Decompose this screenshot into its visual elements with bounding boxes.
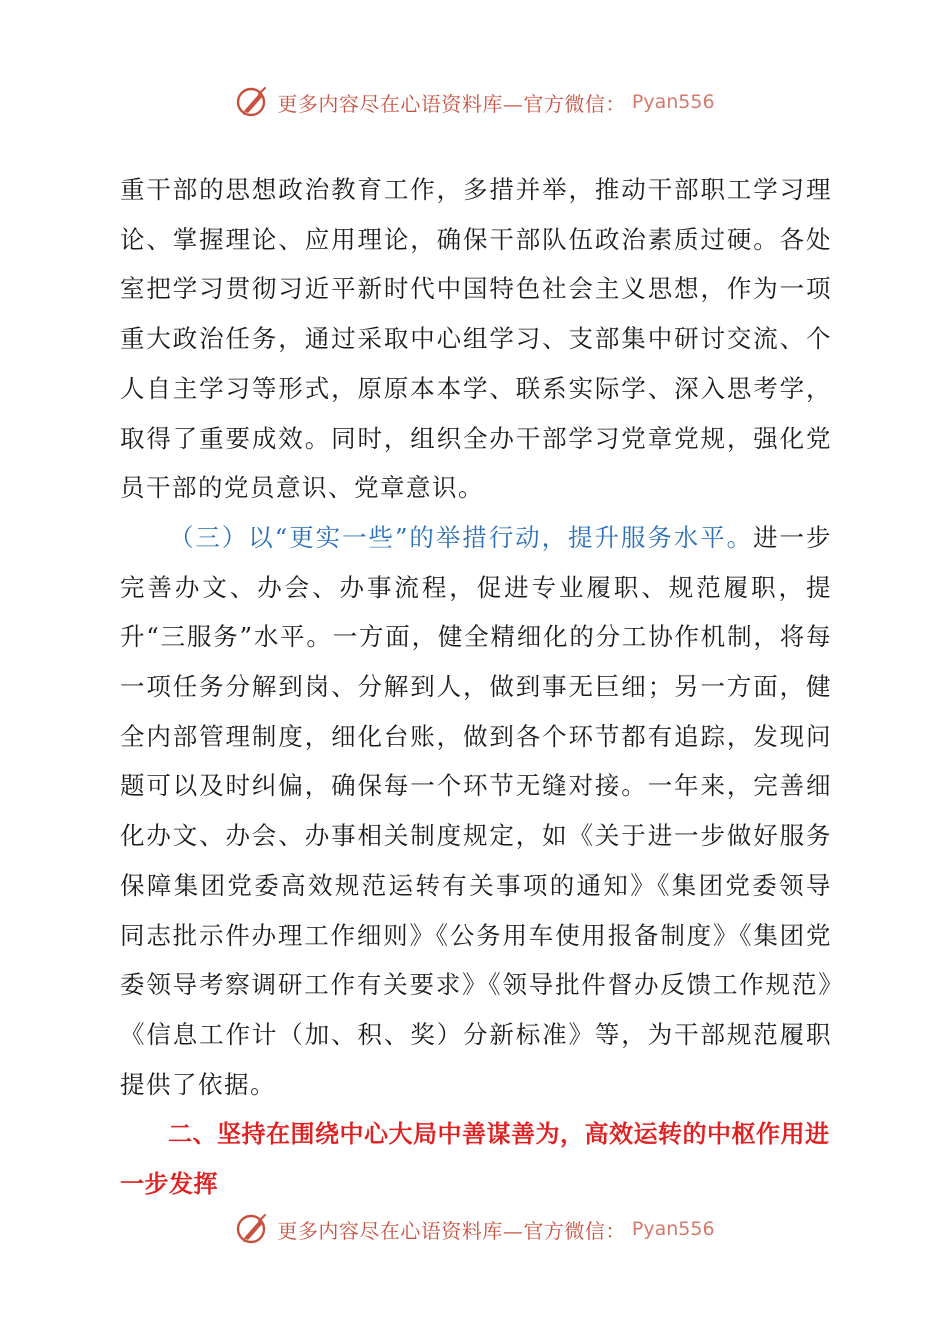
pen-logo-icon <box>235 84 271 120</box>
header-banner <box>0 80 950 124</box>
banner-contact: Pyan556 <box>631 91 715 113</box>
banner-text: 更多内容尽在心语资料库—官方微信： <box>277 1218 626 1243</box>
banner-contact: Pyan556 <box>631 1218 715 1240</box>
paragraph-1: 重干部的思想政治教育工作，多措并举，推动干部职工学习理论、掌握理论、应用理论，确保干部队伍政治素质过硬。各处室把学习贯彻习近平新时代中国特色社会主义思想，作为一项重大政治任务，通过采取中心组学习、支部集中研讨交流、个人自主学习等形式，原原本本学、联系实际学、深入思考学，取得了重要成效。同时，组织全办干部学习党章党规，强化党员干部的党员意识、党章意识。 <box>120 175 832 503</box>
banner-text: 更多内容尽在心语资料库—官方微信： <box>277 91 626 116</box>
footer-banner <box>0 1207 950 1251</box>
section-heading: 二、坚持在围绕中心大局中善谋善为，高效运转的中枢作用进一步发挥 <box>120 1120 830 1199</box>
subsection-heading: （三）以“更实一些”的举措行动，提升服务水平。 <box>169 522 754 552</box>
document-body <box>120 165 832 1209</box>
paragraph-2-text: 进一步完善办文、办会、办事流程，促进专业履职、规范履职，提升“三服务”水平。一方面，健全精细化的分工协作机制，将每一项任务分解到岗、分解到人，做到事无巨细；另一方面，健全内部管理制度，细化台账，做到各个环节都有追踪，发现问题可以及时纠偏，确保每一个环节无缝对接。一年来，完善细化办文、办会、办事相关制度规定，如《关于进一步做好服务保障集团党委高效规范运转有关事项的通知》《集团党委领导同志批示件办理工作细则》《公务用车使用报备制度》《集团党委领导考察调研工作有关要求》《领导批件督办反馈工作规范》《信息工作计（加、积、奖）分新标准》等，为干部规范履职提供了依据。 <box>120 522 832 1099</box>
paragraph-2 <box>120 513 832 1109</box>
pen-logo-icon <box>235 1211 271 1247</box>
